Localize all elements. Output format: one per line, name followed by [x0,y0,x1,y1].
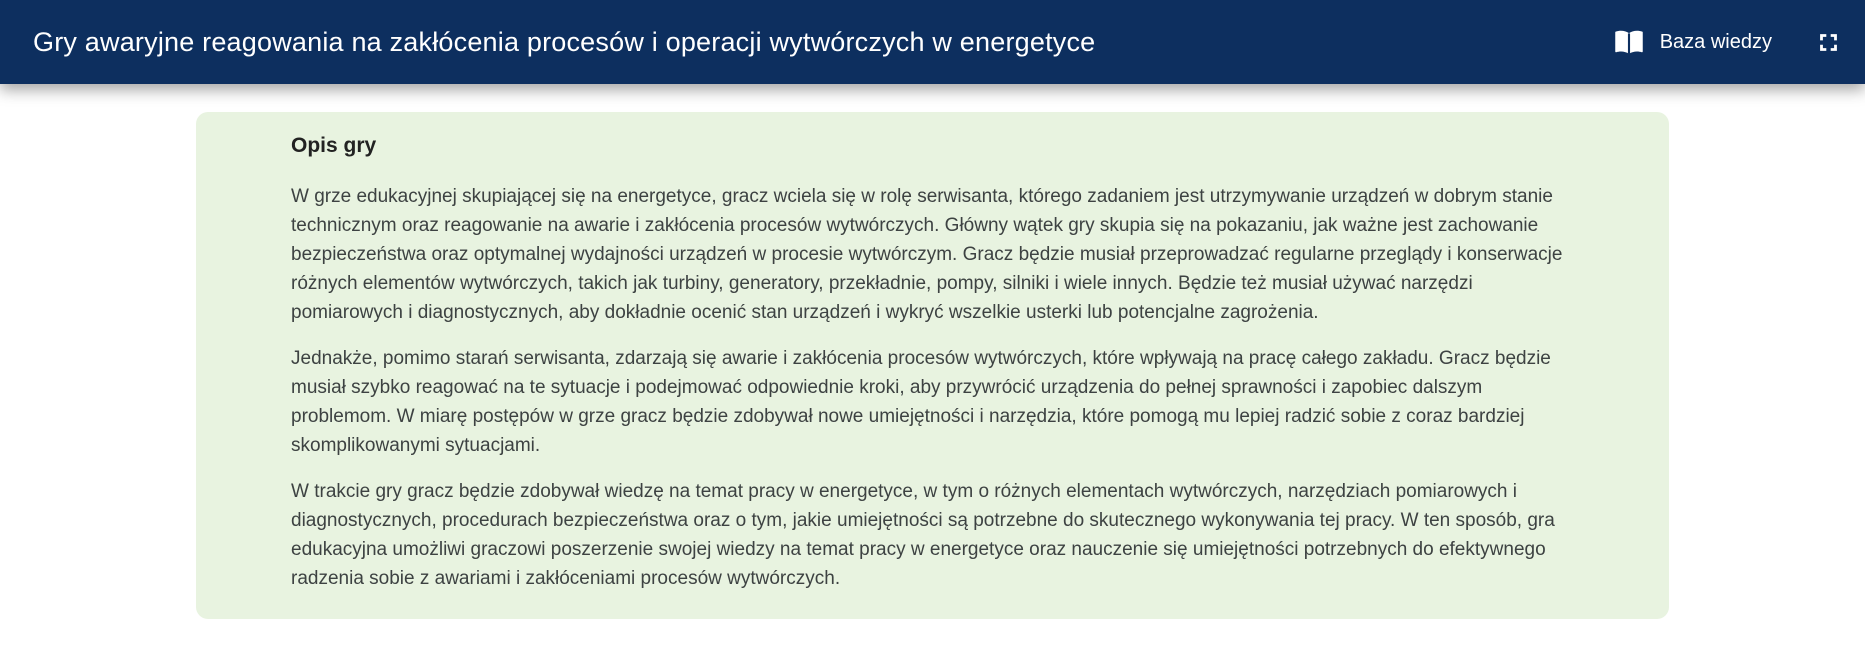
card-heading: Opis gry [291,134,377,157]
app-header [0,0,1865,84]
game-description-card [196,112,1669,619]
description-paragraph-3: W trakcie gry gracz będzie zdobywał wiedzę na temat pracy w energetyce, w tym o różnych elementach wytwórczych, narzędziach pomiarowych i diagnostycznych, procedurach bezpieczeństwa oraz o tym, jakie umiejętności są potrzebne do skutecznego wykonywania tej pracy. W ten sposób, gra edukacyjna umożliwi graczowi poszerzenie swojej wiedzy na temat pracy w energetyce oraz nauczenie się umiejętności potrzebnych do efektywnego radzenia sobie z awariami i zakłóceniami procesów wytwórczych. [291,481,1555,589]
header-actions [1614,30,1839,55]
knowledge-base-button[interactable] [1614,30,1772,55]
page-title: Gry awaryjne reagowania na zakłócenia procesów i operacji wytwórczych w energetyce [33,26,1096,57]
description-paragraph-1: W grze edukacyjnej skupiającej się na energetyce, gracz wciela się w rolę serwisanta, którego zadaniem jest utrzymywanie urządzeń w dobrym stanie technicznym oraz reagowanie na awarie i zakłócenia procesów wytwórczych. Główny wątek gry skupia się na pokazaniu, jak ważne jest zachowanie bezpieczeństwa oraz optymalnej wydajności urządzeń w procesie wytwórczym. Gracz będzie musiał przeprowadzać regularne przeglądy i konserwacje różnych elementów wytwórczych, takich jak turbiny, generatory, przekładnie, pompy, silniki i wiele innych. Będzie też musiał używać narzędzi pomiarowych i diagnostycznych, aby dokładnie ocenić stan urządzeń i wykryć wszelkie usterki lub potencjalne zagrożenia. [291,186,1563,323]
description-paragraph-2: Jednakże, pomimo starań serwisanta, zdarzają się awarie i zakłócenia procesów wytwórczych, które wpływają na pracę całego zakładu. Gracz będzie musiał szybko reagować na te sytuacje i podejmować odpowiednie kroki, aby przywrócić urządzenia do pełnej sprawności i zapobiec dalszym problemom. W miarę postępów w grze gracz będzie zdobywał nowe umiejętności i narzędzia, które pomogą mu lepiej radzić sobie z coraz bardziej skomplikowanymi sytuacjami. [291,348,1551,456]
main-content [0,84,1865,619]
open-book-icon [1614,30,1644,55]
knowledge-base-label: Baza wiedzy [1659,30,1772,53]
fullscreen-icon [1818,32,1839,53]
fullscreen-button[interactable] [1818,32,1839,53]
